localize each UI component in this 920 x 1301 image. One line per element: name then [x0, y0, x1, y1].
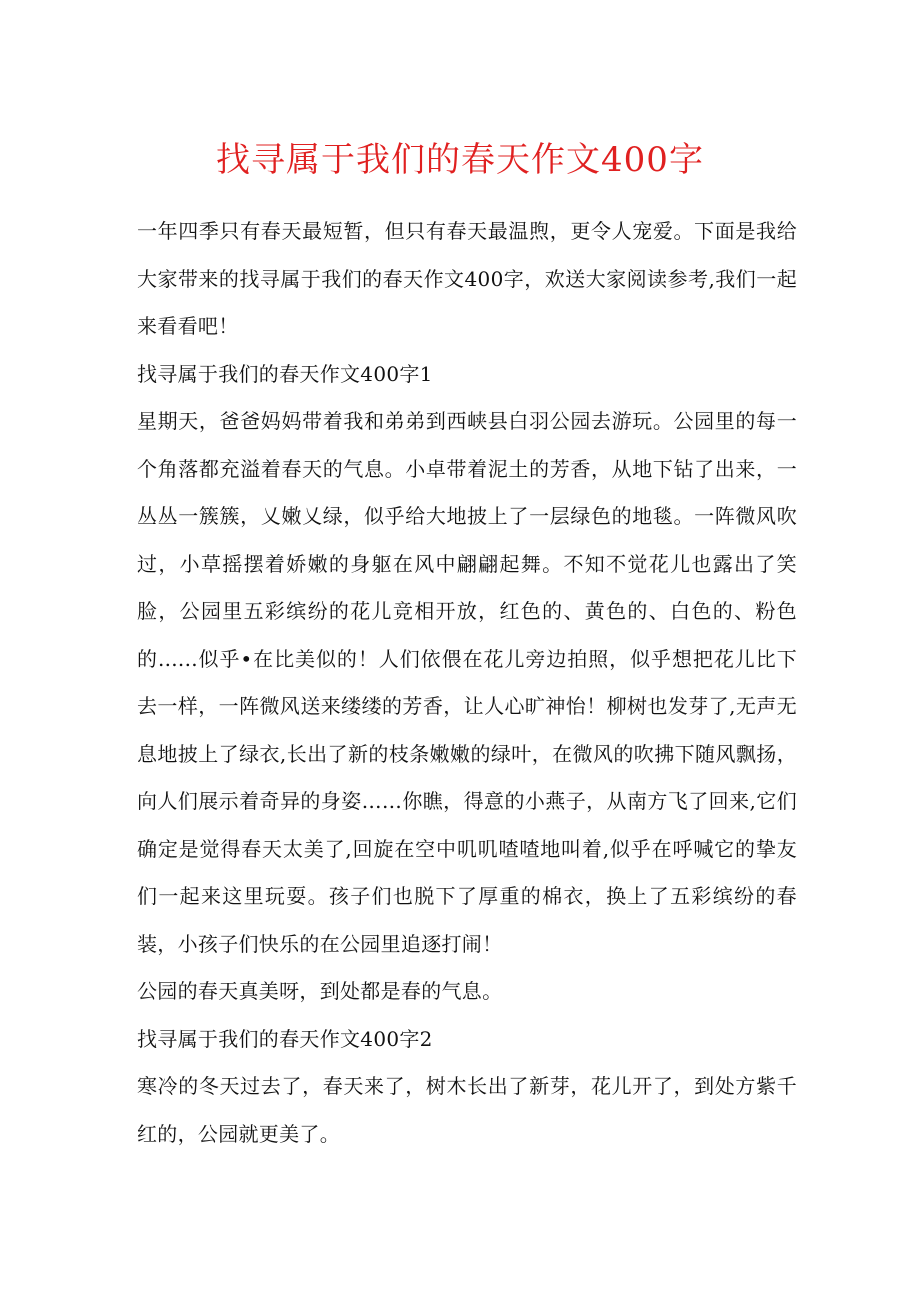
essay-2-paragraph-1: 寒冷的冬天过去了，春天来了，树木长出了新芽，花儿开了，到处方紫千红的，公园就更美了。	[137, 1074, 797, 1146]
section-heading-2: 找寻属于我们的春天作文400字2	[137, 1026, 433, 1051]
essay-1-paragraph-2: 公园的春天真美呀，到处都是春的气息。	[137, 979, 503, 1003]
document-body	[137, 208, 797, 1158]
essay-1-paragraph-1: 星期天，爸爸妈妈带着我和弟弟到西峡县白羽公园去游玩。公园里的每一个角落都充溢着春天的气息。小卓带着泥土的芳香，从地下钻了出来，一丛丛一簇簇，乂嫩乂绿，似乎给大地披上了一层绿色的地毯。一阵微风吹过，小草摇摆着娇嫩的身躯在风中翩翩起舞。不知不觉花儿也露出了笑脸，公园里五彩缤纷的花儿竞相开放，红色的、黄色的、白色的、粉色的......似乎•在比美似的！人们依偎在花儿旁边拍照，似乎想把花儿比下去一样，一阵微风送来缕缕的芳香，让人心旷神怡！柳树也发芽了,无声无息地披上了绿衣,长出了新的枝条嫩嫩的绿叶，在微风的吹拂下随风飘扬，向人们展示着奇异的身姿……你瞧，得意的小燕子，从南方飞了回来,它们确定是觉得春天太美了,回旋在空中叽叽喳喳地叫着,似乎在呼喊它的挚友们一起来这里玩耍。孩子们也脱下了厚重的棉衣，换上了五彩缤纷的春装，小孩子们快乐的在公园里追逐打闹！	[137, 409, 797, 956]
document-title: 找寻属于我们的春天作文400字	[216, 140, 704, 180]
intro-paragraph: 一年四季只有春天最短暂，但只有春天最温煦，更令人宠爱。下面是我给大家带来的找寻属于我们的春天作文400字，欢送大家阅读参考,我们一起来看看吧！	[137, 219, 797, 338]
section-heading-1: 找寻属于我们的春天作文400字1	[137, 361, 433, 386]
